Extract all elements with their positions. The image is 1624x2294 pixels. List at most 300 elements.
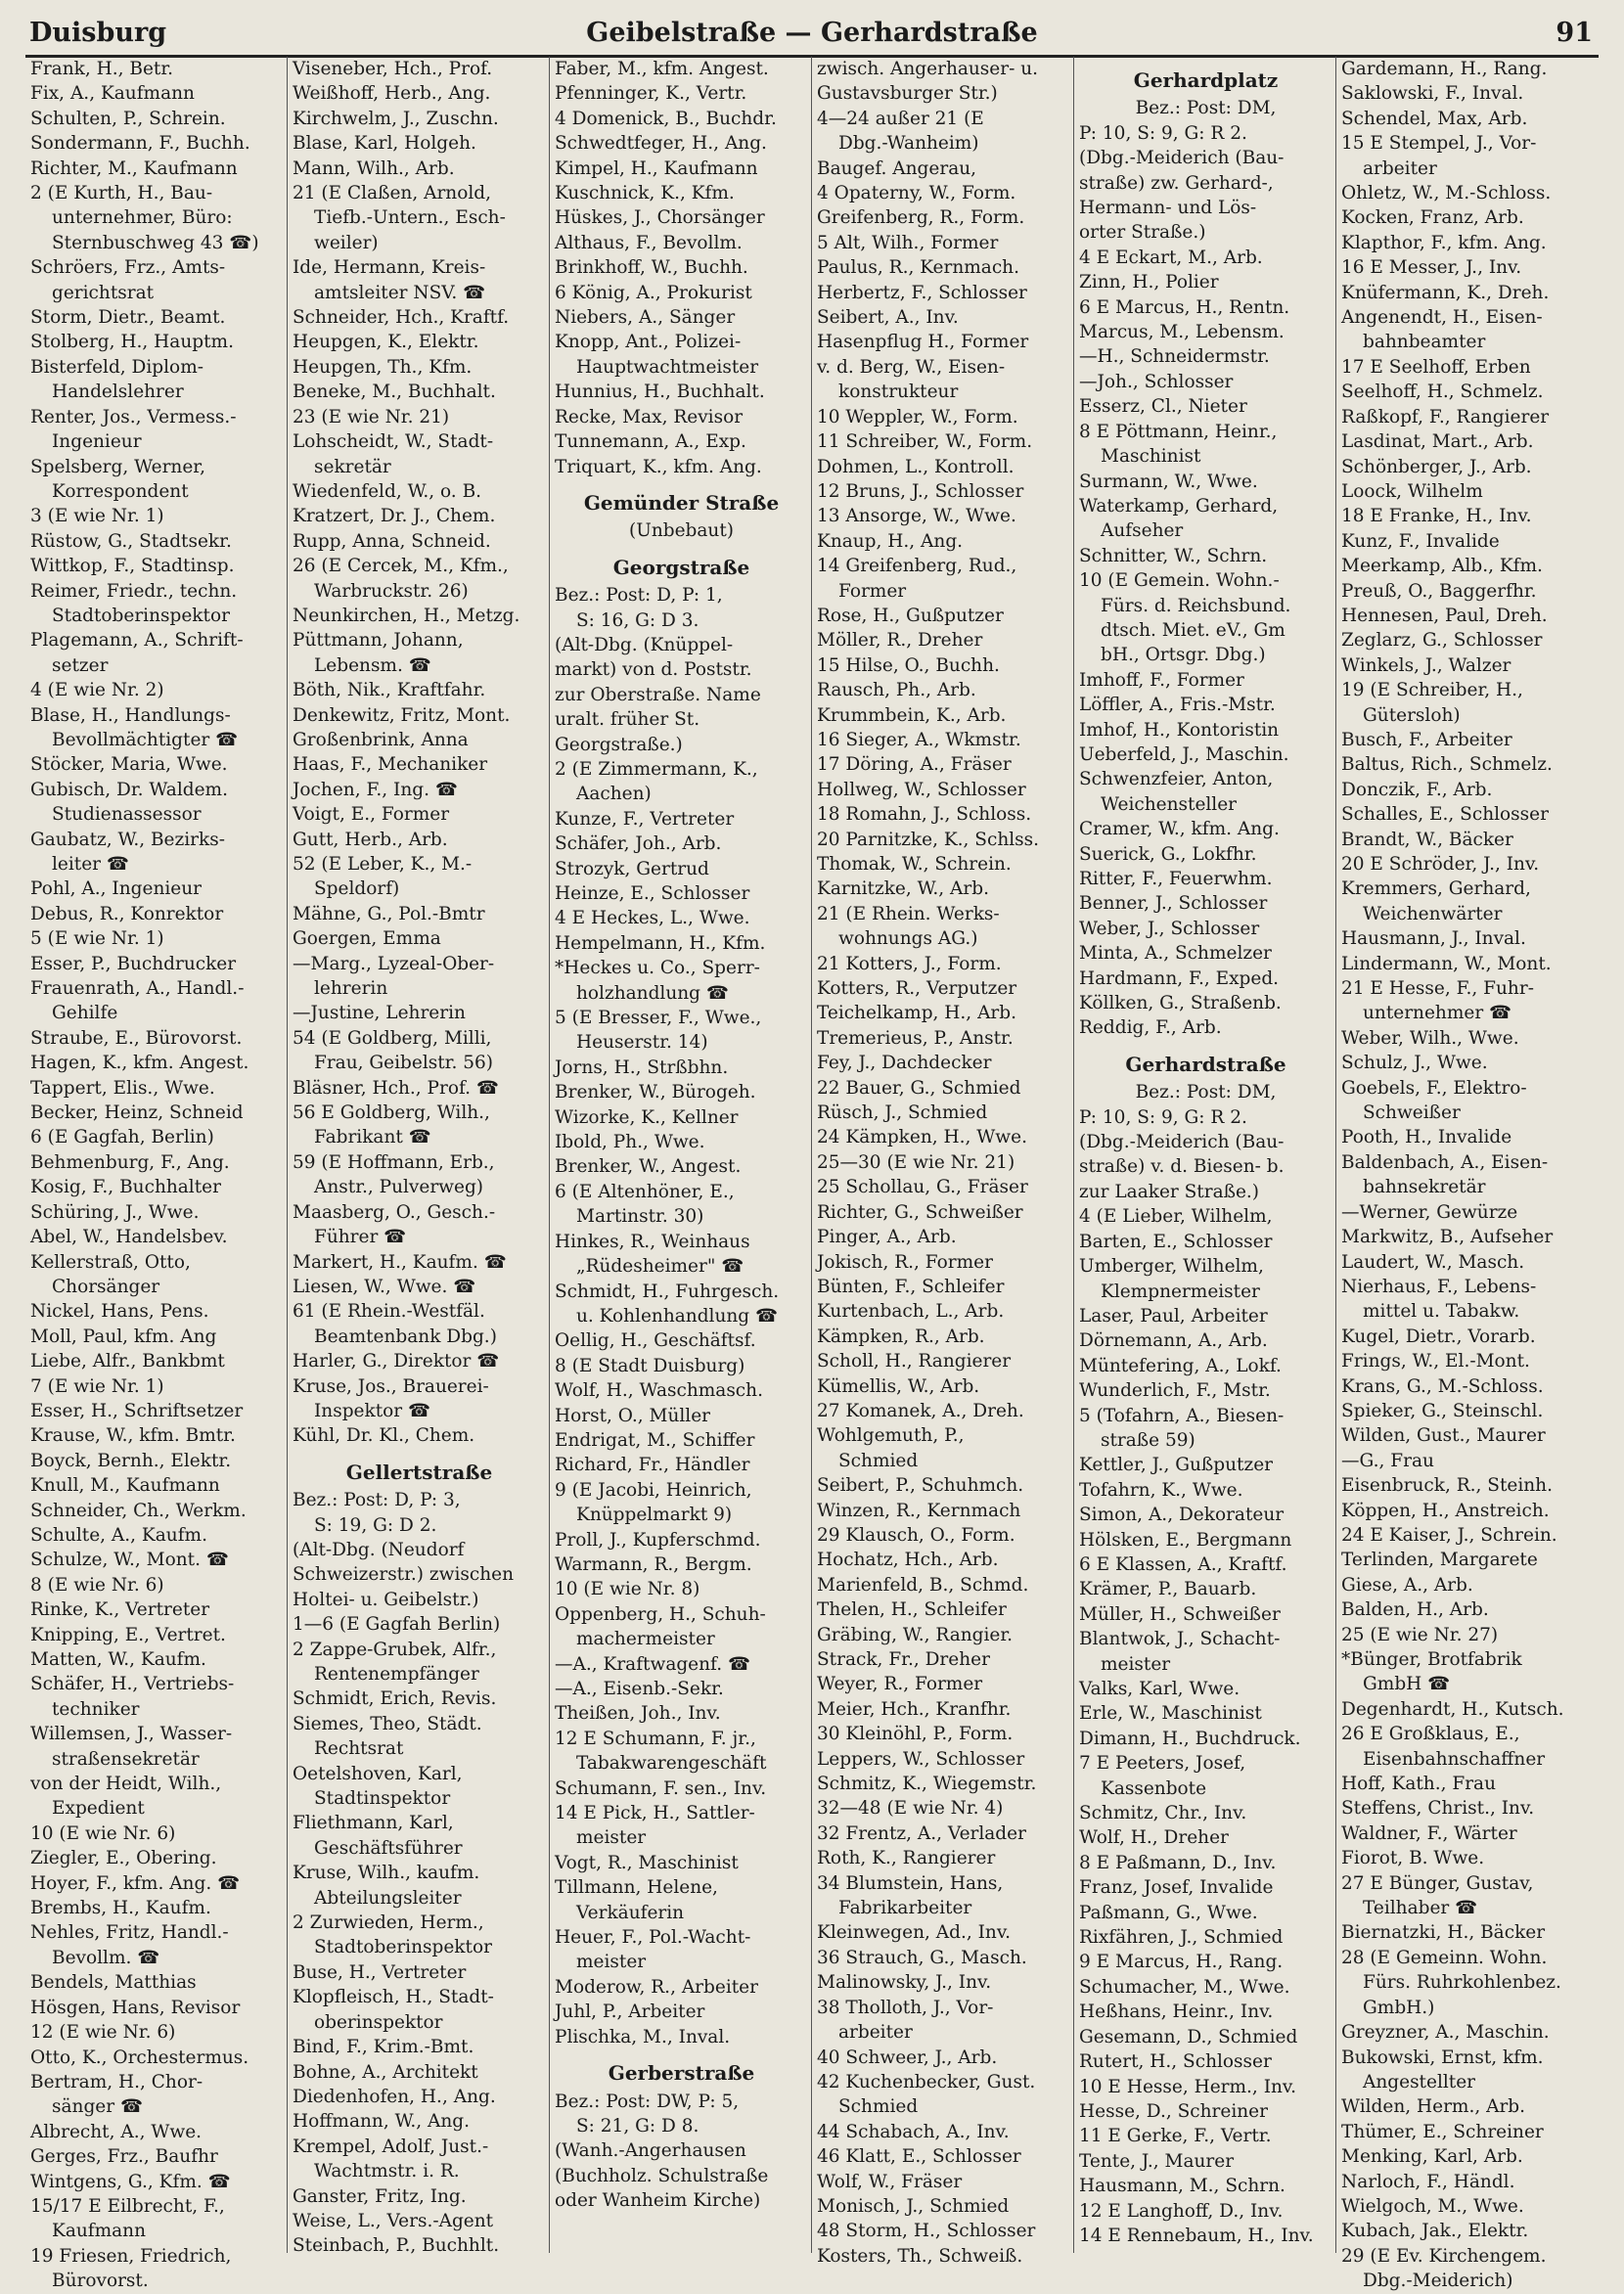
directory-entry: holzhandlung ☎	[576, 982, 729, 1004]
directory-entry: Surmann, W., Wwe.	[1079, 471, 1258, 492]
directory-entry: Bevollm. ☎	[52, 1947, 160, 1968]
directory-entry: oder Wanheim Kirche)	[555, 2190, 761, 2212]
directory-entry: meister	[1101, 1653, 1171, 1675]
directory-entry: —Werner, Gewürze	[1341, 1201, 1518, 1223]
directory-entry: 4—24 außer 21 (E	[817, 108, 984, 129]
directory-entry: Angestellter	[1363, 2071, 1476, 2092]
directory-entry: Hüskes, J., Chorsänger	[555, 207, 765, 229]
directory-entry: 11 E Gerke, F., Vertr.	[1079, 2126, 1272, 2147]
directory-entry: 12 E Schumann, F. jr.,	[555, 1728, 756, 1749]
directory-entry: Bez.: Post: DM,	[1135, 1082, 1277, 1103]
directory-entry: Fürs. Ruhrkohlenbez.	[1363, 1972, 1561, 1994]
directory-entry: Hausmann, M., Schrn.	[1079, 2176, 1286, 2197]
directory-entry: Hermann- und Lös-	[1079, 198, 1257, 219]
directory-entry: zur Laaker Straße.)	[1079, 1181, 1259, 1202]
directory-entry: Kratzert, Dr. J., Chem.	[293, 506, 496, 527]
directory-entry: Esserz, Cl., Nieter	[1079, 396, 1247, 418]
directory-entry: Narloch, F., Händl.	[1341, 2171, 1515, 2192]
directory-entry: Löffler, A., Fris.-Mstr.	[1079, 695, 1276, 716]
directory-entry: Laudert, W., Masch.	[1341, 1251, 1525, 1273]
directory-entry: Wintgens, G., Kfm. ☎	[30, 2171, 231, 2192]
directory-entry: 11 Schreiber, W., Form.	[817, 431, 1033, 453]
directory-entry: Kocken, Franz, Arb.	[1341, 207, 1524, 229]
directory-entry: Bendels, Matthias	[30, 1972, 197, 1994]
directory-entry: Schnitter, W., Schrn.	[1079, 545, 1268, 566]
directory-entry: Paßmann, G., Wwe.	[1079, 1902, 1258, 1923]
directory-entry: *Heckes u. Co., Sperr-	[555, 958, 760, 979]
directory-entry: Chorsänger	[52, 1276, 160, 1297]
directory-entry: 18 Romahn, J., Schloss.	[817, 804, 1032, 826]
directory-entry: Klapthor, F., kfm. Ang.	[1341, 232, 1547, 253]
directory-entry: Winkels, J., Walzer	[1341, 654, 1511, 676]
street-heading: Georgstraße	[612, 555, 750, 579]
directory-entry: Markwitz, B., Aufseher	[1341, 1227, 1554, 1248]
directory-entry: Waterkamp, Gerhard,	[1079, 495, 1279, 517]
directory-entry: Schendel, Max, Arb.	[1341, 108, 1528, 129]
directory-entry: Blase, Karl, Holgeh.	[293, 133, 476, 155]
directory-entry: Wohlgemuth, P.,	[817, 1425, 965, 1447]
directory-entry: 30 Kleinöhl, P., Form.	[817, 1724, 1014, 1745]
directory-entry: Stadtinspektor	[314, 1788, 451, 1810]
directory-entry: Sondermann, F., Buchh.	[30, 133, 250, 155]
directory-entry: Richard, Fr., Händler	[555, 1455, 750, 1476]
directory-entry: Neunkirchen, H., Metzg.	[293, 605, 520, 626]
directory-entry: (Dbg.-Meiderich (Bau-	[1079, 148, 1285, 169]
directory-entry: Tunnemann, A., Exp.	[555, 431, 746, 453]
directory-entry: Warmann, R., Bergm.	[555, 1553, 752, 1575]
directory-entry: Reddig, F., Arb.	[1079, 1017, 1222, 1039]
directory-entry: v. d. Berg, W., Eisen-	[817, 356, 1006, 378]
directory-entry: bahnsekretär	[1363, 1177, 1486, 1198]
directory-entry: Gubisch, Dr. Waldem.	[30, 779, 228, 800]
directory-entry: Schneider, Hch., Kraftf.	[293, 307, 510, 329]
directory-entry: 28 (E Gemeinn. Wohn.	[1341, 1947, 1548, 1968]
directory-entry: Schumann, F. sen., Inv.	[555, 1777, 767, 1799]
directory-entry: Wilden, Herm., Arb.	[1341, 2096, 1526, 2118]
directory-entry: Rutert, H., Schlosser	[1079, 2051, 1272, 2073]
directory-entry: Bürovorst.	[52, 2271, 149, 2292]
directory-entry: Spieker, G., Steinschl.	[1341, 1400, 1544, 1421]
directory-entry: Goergen, Emma	[293, 928, 441, 950]
directory-entry: Krummbein, K., Arb.	[817, 704, 1007, 726]
directory-entry: Winzen, R., Kernmach	[817, 1500, 1021, 1521]
directory-entry: Weyer, R., Former	[817, 1674, 983, 1695]
directory-entry: 7 E Peeters, Josef,	[1079, 1753, 1246, 1775]
directory-entry: Püttmann, Johann,	[293, 630, 464, 652]
directory-entry: Knull, M., Kaufmann	[30, 1475, 220, 1497]
directory-entry: 25—30 (E wie Nr. 21)	[817, 1151, 1015, 1173]
directory-entry: Saklowski, F., Inval.	[1341, 83, 1524, 105]
directory-entry: Bukowski, Ernst, kfm.	[1341, 2047, 1544, 2068]
directory-entry: Storm, Dietr., Beamt.	[30, 307, 226, 329]
directory-entry: sänger ☎	[52, 2096, 143, 2118]
page-number: 91	[1556, 18, 1593, 48]
directory-entry: (Unbebaut)	[629, 520, 734, 542]
directory-entry: Stolberg, H., Hauptm.	[30, 332, 234, 353]
directory-entry: Frauenrath, A., Handl.-	[30, 978, 245, 1000]
directory-entry: Gerges, Frz., Baufhr	[30, 2146, 218, 2168]
directory-entry: sekretär	[314, 456, 391, 477]
directory-entry: Nehles, Fritz, Handl.-	[30, 1922, 229, 1944]
directory-entry: Rechtsrat	[314, 1738, 404, 1760]
directory-entry: gerichtsrat	[52, 282, 155, 303]
directory-entry: Hardmann, F., Exped.	[1079, 967, 1280, 989]
directory-entry: Ide, Hermann, Kreis-	[293, 257, 486, 279]
directory-entry: 7 (E wie Nr. 1)	[30, 1375, 164, 1397]
directory-entry: Zeglarz, G., Schlosser	[1341, 630, 1543, 652]
directory-entry: Esser, P., Buchdrucker	[30, 953, 237, 974]
directory-entry: 8 E Pöttmann, Heinr.,	[1079, 421, 1278, 442]
directory-entry: Rausch, Ph., Arb.	[817, 680, 976, 701]
directory-entry: Biernatzki, H., Bäcker	[1341, 1922, 1546, 1944]
directory-entry: Kruse, Wilh., kaufm.	[293, 1863, 480, 1884]
directory-entry: arbeiter	[1363, 157, 1437, 179]
directory-entry: 5 (E Bresser, F., Wwe.,	[555, 1008, 762, 1029]
directory-entry: Bez.: Post: DW, P: 5,	[555, 2091, 740, 2112]
directory-entry: 13 Ansorge, W., Wwe.	[817, 506, 1016, 527]
directory-entry: 2 Zurwieden, Herm.,	[293, 1912, 484, 1934]
directory-entry: Heupgen, K., Elektr.	[293, 332, 479, 353]
directory-entry: Beamtenbank Dbg.)	[314, 1326, 497, 1347]
directory-entry: Brinkhoff, W., Buchh.	[555, 257, 748, 279]
directory-entry: Gardemann, H., Rang.	[1341, 59, 1548, 79]
directory-entry: Aachen)	[576, 784, 652, 805]
directory-entry: Markert, H., Kaufm. ☎	[293, 1251, 507, 1273]
directory-entry: Haas, F., Mechaniker	[293, 754, 488, 776]
directory-entry: von der Heidt, Wilh.,	[30, 1774, 222, 1795]
directory-entry: Georgstraße.)	[555, 734, 683, 755]
directory-entry: Brenker, W., Bürogeh.	[555, 1082, 756, 1103]
directory-entry: Fabrikant ☎	[314, 1127, 431, 1148]
directory-entry: Eisenbruck, R., Steinh.	[1341, 1475, 1553, 1497]
directory-entry: Matten, W., Kaufm.	[30, 1649, 206, 1670]
directory-entry: Willemsen, J., Wasser-	[30, 1724, 233, 1745]
directory-entry: Heinze, E., Schlosser	[555, 883, 750, 904]
directory-entry: Klempnermeister	[1101, 1281, 1260, 1302]
directory-entry: Schönberger, J., Arb.	[1341, 456, 1532, 477]
directory-entry: 6 E Klassen, A., Kraftf.	[1079, 1553, 1287, 1575]
directory-entry: Schmied	[838, 1450, 919, 1471]
directory-entry: Jorns, H., Strßbhn.	[555, 1057, 729, 1078]
directory-entry: 6 (E Gagfah, Berlin)	[30, 1127, 214, 1148]
directory-entry: mittel u. Tabakw.	[1363, 1301, 1520, 1323]
directory-entry: Thümer, E., Schreiner	[1341, 2121, 1544, 2142]
directory-entry: Strozyk, Gertrud	[555, 858, 709, 879]
directory-entry: Geschäftsführer	[314, 1837, 463, 1859]
directory-entry: Sternbuschweg 43 ☎)	[52, 232, 259, 253]
directory-entry: Wolf, H., Waschmasch.	[555, 1380, 763, 1402]
directory-entry: 61 (E Rhein.-Westfäl.	[293, 1301, 485, 1323]
directory-entry: —Joh., Schlosser	[1079, 371, 1234, 392]
directory-entry: Laser, Paul, Arbeiter	[1079, 1305, 1268, 1327]
directory-entry: 34 Blumstein, Hans,	[817, 1872, 1004, 1894]
directory-entry: 25 Schollau, G., Fräser	[817, 1177, 1028, 1198]
directory-entry: leiter ☎	[52, 854, 129, 875]
directory-entry: uralt. früher St.	[555, 709, 700, 731]
street-heading: Gellertstraße	[345, 1460, 493, 1484]
directory-entry: Schüring, J., Wwe.	[30, 1201, 200, 1223]
directory-entry: Esser, H., Schriftsetzer	[30, 1400, 244, 1421]
directory-entry: Schmidt, Erich, Revis.	[293, 1688, 497, 1710]
directory-entry: Schröers, Frz., Amts-	[30, 257, 226, 279]
directory-entry: Moll, Paul, kfm. Ang	[30, 1326, 217, 1347]
directory-entry: Kuschnick, K., Kfm.	[555, 183, 735, 204]
directory-entry: 2 (E Zimmermann, K.,	[555, 758, 758, 780]
street-heading: Gemünder Straße	[583, 490, 780, 515]
directory-entry: konstrukteur	[838, 382, 959, 403]
directory-entry: Abel, W., Handelsbev.	[30, 1227, 228, 1248]
directory-entry: Weber, J., Schlosser	[1079, 918, 1260, 939]
directory-entry: Wiedenfeld, W., o. B.	[293, 480, 482, 502]
directory-entry: Oppenberg, H., Schuh-	[555, 1603, 766, 1625]
directory-entry: Paulus, R., Kernmach.	[817, 257, 1019, 279]
directory-entry: Waldner, F., Wärter	[1341, 1822, 1517, 1844]
directory-entry: Hasenpflug H., Former	[817, 332, 1029, 353]
directory-entry: 4 Opaterny, W., Form.	[817, 183, 1016, 204]
directory-entry: Juhl, P., Arbeiter	[555, 2002, 705, 2023]
directory-entry: Plagemann, A., Schrift-	[30, 630, 244, 652]
directory-entry: Schulten, P., Schrein.	[30, 108, 226, 129]
street-range-title: Geibelstraße — Gerhardstraße	[586, 18, 1038, 48]
directory-entry: amtsleiter NSV. ☎	[314, 282, 486, 303]
directory-entry: Buse, H., Vertreter	[293, 1961, 467, 1983]
directory-entry: 8 E Paßmann, D., Inv.	[1079, 1852, 1277, 1873]
directory-entry: 18 E Franke, H., Inv.	[1341, 506, 1532, 527]
directory-entry: Lebensm. ☎	[314, 654, 431, 676]
directory-entry: —Marg., Lyzeal-Ober-	[293, 953, 495, 974]
directory-entry: Raßkopf, F., Rangierer	[1341, 406, 1550, 427]
directory-entry: 40 Schweer, J., Arb.	[817, 2047, 998, 2068]
directory-entry: Rinke, K., Vertreter	[30, 1599, 210, 1621]
directory-entry: Weber, Wilh., Wwe.	[1341, 1027, 1519, 1049]
directory-entry: Teichelkamp, H., Arb.	[817, 1003, 1016, 1024]
directory-entry: 46 Klatt, E., Schlosser	[817, 2146, 1021, 2168]
directory-entry: Ingenieur	[52, 431, 142, 453]
directory-entry: Krause, W., kfm. Bmtr.	[30, 1425, 236, 1447]
directory-entry: Tabakwarengeschäft	[576, 1753, 767, 1775]
directory-entry: techniker	[52, 1698, 140, 1720]
directory-entry: Weichensteller	[1101, 793, 1238, 815]
directory-entry: Fabrikarbeiter	[838, 1898, 972, 1919]
directory-entry: Schmied	[838, 2096, 919, 2118]
directory-entry: 19 (E Schreiber, H.,	[1341, 680, 1523, 701]
directory-entry: Dörnemann, A., Arb.	[1079, 1330, 1268, 1352]
directory-entry: Fürs. d. Reichsbund.	[1101, 595, 1291, 616]
directory-entry: Wunderlich, F., Mstr.	[1079, 1380, 1271, 1402]
directory-entry: Gutt, Herb., Arb.	[293, 829, 448, 850]
directory-entry: 5 Alt, Wilh., Former	[817, 232, 999, 253]
directory-entry: Fliethmann, Karl,	[293, 1813, 454, 1834]
directory-entry: Hösgen, Hans, Revisor	[30, 1997, 241, 2018]
directory-entry: Knüppelmarkt 9)	[576, 1505, 733, 1526]
directory-entry: Seibert, A., Inv.	[817, 307, 959, 329]
directory-entry: Ohletz, W., M.-Schloss.	[1341, 183, 1552, 204]
directory-entry: Baugef. Angerau,	[817, 157, 977, 179]
directory-entry: Knopp, Ant., Polizei-	[555, 332, 742, 353]
directory-entry: straße) v. d. Biesen- b.	[1079, 1156, 1285, 1178]
directory-entry: Rentenempfänger	[314, 1664, 479, 1685]
directory-entry: Tremerieus, P., Anstr.	[817, 1027, 1014, 1049]
directory-entry: Benner, J., Schlosser	[1079, 893, 1268, 915]
directory-entry: Gehilfe	[52, 1003, 118, 1024]
directory-entry: Wolf, W., Fräser	[817, 2171, 963, 2192]
directory-entry: Wittkop, F., Stadtinsp.	[30, 556, 235, 577]
directory-entry: Suerick, G., Lokfhr.	[1079, 843, 1257, 865]
directory-entry: —Justine, Lehrerin	[293, 1003, 466, 1024]
directory-entry: 10 E Hesse, Herm., Inv.	[1079, 2076, 1297, 2097]
directory-entry: Führer ☎	[314, 1227, 407, 1248]
directory-entry: Heupgen, Th., Kfm.	[293, 356, 473, 378]
directory-entry: Rupp, Anna, Schneid.	[293, 530, 491, 552]
directory-entry: Gesemann, D., Schmied	[1079, 2026, 1298, 2047]
directory-entry: markt) von d. Poststr.	[555, 659, 752, 681]
directory-entry: Kellerstraß, Otto,	[30, 1251, 191, 1273]
directory-entry: setzer	[52, 654, 109, 676]
directory-entry: Kunze, F., Vertreter	[555, 808, 735, 830]
directory-entry: Kugel, Dietr., Vorarb.	[1341, 1326, 1536, 1347]
street-heading: Gerberstraße	[608, 2061, 755, 2086]
directory-entry: Moderow, R., Arbeiter	[555, 1976, 758, 1998]
directory-entry: Rüstow, G., Stadtsekr.	[30, 530, 232, 552]
directory-entry: (Buchholz. Schulstraße	[555, 2165, 769, 2186]
directory-entry: Greyzner, A., Maschin.	[1341, 2022, 1550, 2044]
directory-entry: Hauptwachtmeister	[576, 356, 759, 378]
street-heading: Gerhardplatz	[1133, 68, 1279, 92]
directory-entry: Brembs, H., Kaufm.	[30, 1898, 211, 1919]
directory-entry: Plischka, M., Inval.	[555, 2026, 731, 2047]
directory-entry: Köllken, G., Straßenb.	[1079, 993, 1282, 1014]
directory-entry: Schneider, Ch., Werkm.	[30, 1500, 247, 1521]
directory-entry: Pinger, A., Arb.	[817, 1227, 957, 1248]
directory-entry: lehrerin	[314, 978, 388, 1000]
directory-entry: 10 (E wie Nr. 8)	[555, 1579, 700, 1600]
directory-entry: Kurtenbach, L., Arb.	[817, 1301, 1005, 1323]
directory-entry: GmbH.)	[1363, 1997, 1435, 2018]
directory-entry: Seibert, P., Schuhmch.	[817, 1475, 1024, 1497]
page-header	[25, 10, 1599, 58]
directory-entry: Straube, E., Bürovorst.	[30, 1027, 243, 1049]
directory-entry: S: 19, G: D 2.	[314, 1514, 437, 1536]
column-2	[288, 57, 550, 2257]
directory-entry: Hesse, D., Schreiner	[1079, 2100, 1268, 2122]
directory-entry: Kämpken, R., Arb.	[817, 1326, 985, 1347]
directory-entry: Kruse, Jos., Brauerei-	[293, 1375, 489, 1397]
directory-entry: 56 E Goldberg, Wilh.,	[293, 1102, 490, 1124]
directory-entry: Krämer, P., Bauarb.	[1079, 1579, 1257, 1600]
column-3	[550, 57, 812, 2253]
directory-entry: Hoyer, F., kfm. Ang. ☎	[30, 1872, 241, 1894]
directory-entry: Hagen, K., kfm. Angest.	[30, 1053, 249, 1074]
directory-entry: Gustavsburger Str.)	[817, 83, 998, 105]
directory-entry: Gräbing, W., Rangier.	[817, 1624, 1014, 1645]
directory-entry: Albrecht, A., Wwe.	[30, 2121, 203, 2142]
directory-entry: Reimer, Friedr., techn.	[30, 580, 238, 602]
directory-entry: (Alt-Dbg. (Neudorf	[293, 1539, 465, 1560]
directory-entry: Dbg.-Wanheim)	[838, 133, 979, 155]
directory-entry: 27 Komanek, A., Dreh.	[817, 1400, 1024, 1421]
directory-entry: Nierhaus, F., Lebens-	[1341, 1276, 1537, 1297]
directory-entry: Brandt, W., Bäcker	[1341, 829, 1513, 850]
directory-entry: unternehmer, Büro:	[52, 207, 233, 229]
directory-entry: Maschinist	[1101, 446, 1201, 468]
directory-entry: Knaup, H., Ang.	[817, 530, 964, 552]
column-4	[812, 57, 1074, 2267]
directory-entry: Karnitzke, W., Arb.	[817, 878, 989, 900]
directory-entry: Bez.: Post: D, P: 3,	[293, 1490, 461, 1511]
directory-entry: 54 (E Goldberg, Milli,	[293, 1027, 492, 1049]
directory-entry: weiler)	[314, 232, 379, 253]
directory-entry: Mann, Wilh., Arb.	[293, 157, 455, 179]
directory-entry: Simon, A., Dekorateur	[1079, 1505, 1285, 1526]
directory-entry: 15/17 E Eilbrecht, F.,	[30, 2195, 225, 2217]
directory-entry: 17 E Seelhoff, Erben	[1341, 356, 1531, 378]
directory-entry: 12 Bruns, J., Schlosser	[817, 480, 1024, 502]
directory-entry: Schweißer	[1363, 1102, 1461, 1124]
directory-entry: Lohscheidt, W., Stadt-	[293, 431, 494, 453]
directory-entry: Ueberfeld, J., Maschin.	[1079, 743, 1289, 765]
directory-entry: Hinkes, R., Weinhaus	[555, 1231, 750, 1252]
directory-entry: Stadtoberinspektor	[52, 605, 230, 626]
directory-entry: Valks, Karl, Wwe.	[1079, 1679, 1241, 1699]
directory-entry: 32—48 (E wie Nr. 4)	[817, 1798, 1004, 1820]
directory-entry: Großenbrink, Anna	[293, 729, 469, 750]
directory-entry: Liebe, Alfr., Bankbmt	[30, 1351, 225, 1372]
directory-entry: Dbg.-Meiderich)	[1363, 2271, 1513, 2292]
directory-entry: Bisterfeld, Diplom-	[30, 356, 203, 378]
directory-entry: Ibold, Ph., Wwe.	[555, 1132, 705, 1153]
directory-entry: Anstr., Pulverweg)	[314, 1177, 484, 1198]
directory-entry: Thomak, W., Schrein.	[817, 854, 1012, 875]
directory-entry: Holtei- u. Geibelstr.)	[293, 1589, 479, 1610]
directory-entry: Marienfeld, B., Schmd.	[817, 1574, 1029, 1596]
directory-entry: Greifenberg, R., Form.	[817, 207, 1025, 229]
directory-entry: Becker, Heinz, Schneid	[30, 1102, 244, 1124]
directory-entry: Franz, Josef, Invalide	[1079, 1877, 1274, 1899]
directory-entry: —A., Kraftwagenf. ☎	[555, 1653, 751, 1675]
directory-entry: Goebels, F., Elektro-	[1341, 1077, 1527, 1099]
directory-entry: Krempel, Adolf, Just.-	[293, 2136, 489, 2157]
directory-entry: 5 (Tofahrn, A., Biesen-	[1079, 1405, 1285, 1426]
directory-entry: u. Kohlenhandlung ☎	[576, 1305, 779, 1327]
directory-entry: Angenendt, H., Eisen-	[1341, 307, 1543, 329]
directory-entry: Malinowsky, J., Inv.	[817, 1972, 992, 1994]
directory-entry: Heuer, F., Pol.-Wacht-	[555, 1927, 751, 1949]
directory-entry: Weise, L., Vers.-Agent	[293, 2210, 494, 2231]
directory-entry: Donczik, F., Arb.	[1341, 779, 1493, 800]
directory-entry: 42 Kuchenbecker, Gust.	[817, 2071, 1036, 2092]
directory-entry: zur Oberstraße. Name	[555, 684, 761, 705]
directory-entry: Ganster, Fritz, Ing.	[293, 2185, 467, 2207]
directory-entry: Terlinden, Margarete	[1341, 1550, 1538, 1571]
directory-entry: Faber, M., kfm. Angest.	[555, 59, 769, 79]
directory-entry: Horst, O., Müller	[555, 1405, 711, 1426]
directory-entry: Frank, H., Betr.	[30, 59, 174, 79]
directory-entry: Steffens, Christ., Inv.	[1341, 1798, 1535, 1820]
directory-entry: Kassenbote	[1101, 1777, 1207, 1799]
directory-entry: 20 Parnitzke, K., Schlss.	[817, 829, 1040, 850]
directory-entry: Schumacher, M., Wwe.	[1079, 1976, 1290, 1998]
directory-entry: Oetelshoven, Karl,	[293, 1763, 463, 1784]
directory-entry: Niebers, A., Sänger	[555, 307, 736, 329]
directory-entry: 29 (E Ev. Kirchengem.	[1341, 2245, 1547, 2267]
directory-entry: Krans, G., M.-Schloss.	[1341, 1375, 1544, 1397]
directory-entry: 12 (E wie Nr. 6)	[30, 2022, 176, 2044]
directory-entry: 59 (E Hoffmann, Erb.,	[293, 1151, 495, 1173]
directory-entry: 23 (E wie Nr. 21)	[293, 406, 450, 427]
directory-entry: 15 Hilse, O., Buchh.	[817, 654, 1000, 676]
directory-entry: 10 (E Gemein. Wohn.-	[1079, 570, 1280, 592]
directory-entry: Schulte, A., Kaufm.	[30, 1524, 207, 1546]
